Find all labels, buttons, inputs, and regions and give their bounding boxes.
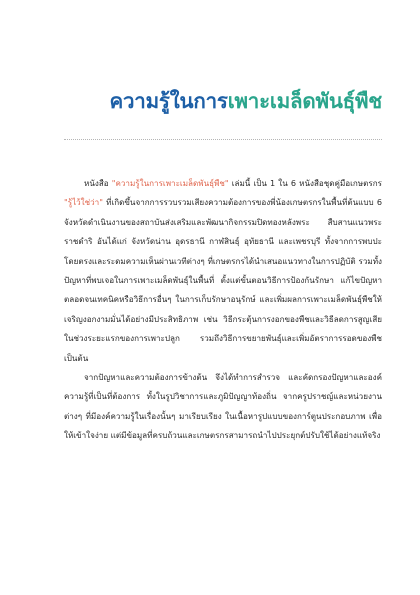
paragraph-1-middle: เล่มนี้ เป็น 1 ใน 6 หนังสือชุดคู่มือเกษตรกร (228, 178, 382, 188)
series-name-highlight: "รู้ไว้ใช่ว่า" (64, 197, 103, 208)
dotted-divider (64, 139, 382, 140)
paragraph-1-rest: ที่เกิดขึ้นจากการรวบรวมเสียงความต้องการของพี่น้องเกษตรกรในพื้นที่ต้นแบบ 6 จังหวัดดำเนินงานของสถาบันส่งเสริมและพัฒนากิจกรรมปิดทองหลังพระ สืบสานแนวพระราชดำริ อันได้แก่ จังหวัดน่าน อุดรธานี กาฬสินธุ์ อุทัยธานี และเพชรบุรี ทั้งจากการพบปะโดยตรงและระดมความเห็นผ่านเวทีต่างๆ ที่เกษตรกรได้นำเสนอแนวทางในการปฏิบัติ รวมทั้งปัญหาที่พบเจอในการเพาะเมล็ดพันธุ์ในพื้นที่ ตั้งแต่ขั้นตอนวิธีการป้องกันรักษา แก้ไขปัญหา ตลอดจนเทคนิคหรือวิธีการอื่นๆ ในการเก็บรักษาอนุรักษ์ และเพิ่มผลการเพาะเมล็ดพันธุ์พืชให้เจริญงอกงามมั่นได้อย่างมีประสิทธิภาพ เช่น วิธีกระตุ้นการงอกของพืชและวิธีลดการสูญเสียในช่วงระยะแรกของการเพาะปลูก รวมถึงวิธีการขยายพันธุ์และเพิ่มอัตราการรอดของพืช เป็นต้น (64, 197, 382, 363)
book-title-highlight: "ความรู้ในการเพาะเมล็ดพันธุ์พืช" (111, 178, 229, 188)
title-part-green: เพาะเมล็ดพันธุ์พืช (227, 89, 382, 113)
title-part-blue: ความรู้ในการ (109, 89, 228, 113)
body-text (64, 174, 382, 446)
paragraph-1-intro: หนังสือ (84, 178, 112, 188)
page-title (40, 86, 382, 116)
paragraph-2: จากปัญหาและความต้องการข้างต้น จึงได้ทำการสำรวจ และคัดกรองปัญหาและองค์ความรู้ที่เป็นที่ต้องการ ทั้งในรูปวิชาการและภูมิปัญญาท้องถิ่น จากครูปราชญ์และหน่วยงานต่างๆ ที่มีองค์ความรู้ในเรื่องนั้นๆ มาเรียบเรียง ในเนื้อหารูปแบบของการ์ตูนประกอบภาพ เพื่อให้เข้าใจง่าย แต่มีข้อมูลที่ครบถ้วนและเกษตรกรสามารถนำไปประยุกต์ปรับใช้ได้อย่างแท้จริง (64, 372, 382, 441)
paragraph-1 (64, 174, 382, 368)
